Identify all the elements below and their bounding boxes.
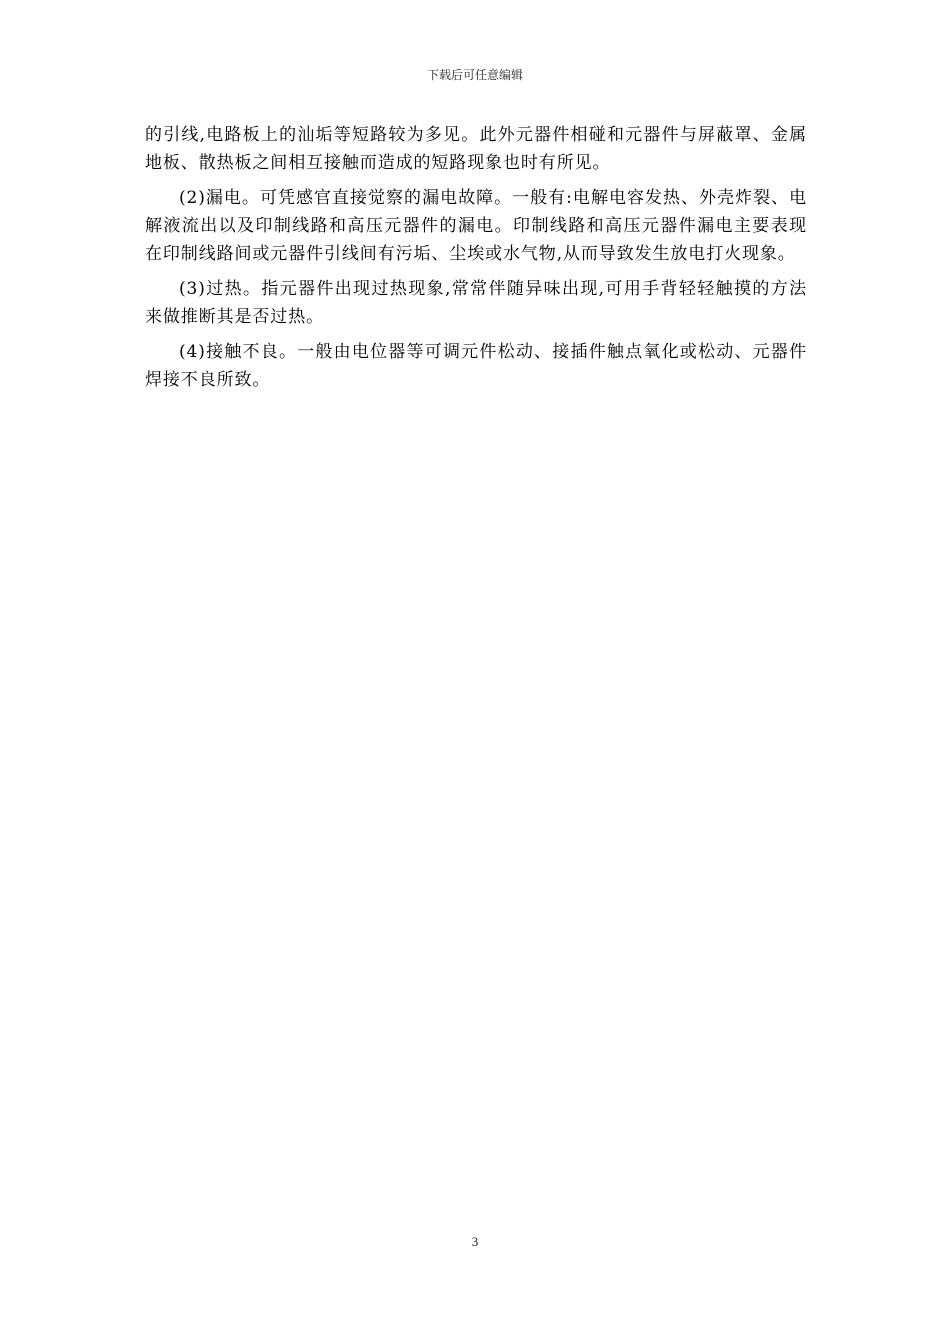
paragraph-short-circuit-continued: 的引线,电路板上的汕垢等短路较为多见。此外元器件相碰和元器件与屏蔽罩、金属地板、散热板之间相互接触而造成的短路现象也时有所见。: [145, 125, 807, 173]
page-header: 下载后可任意编辑: [426, 68, 523, 82]
paragraph-leakage: (2)漏电。可凭感官直接觉察的漏电故障。一般有:电解电容发热、外壳炸裂、电解液流出以及印制线路和高压元器件的漏电。印制线路和高压元器件漏电主要表现在印制线路间或元器件引线间有污垢、尘埃或水气物,从而导致发生放电打火现象。: [145, 188, 807, 264]
document-body: [145, 121, 807, 394]
page-number: 3: [471, 1234, 479, 1249]
paragraph-poor-contact: (4)接触不良。一般由电位器等可调元件松动、接插件触点氧化或松动、元器件焊接不良所致。: [145, 342, 807, 390]
paragraph-overheating: (3)过热。指元器件出现过热现象,常常伴随异味出现,可用手背轻轻触摸的方法来做推断其是否过热。: [145, 279, 807, 327]
